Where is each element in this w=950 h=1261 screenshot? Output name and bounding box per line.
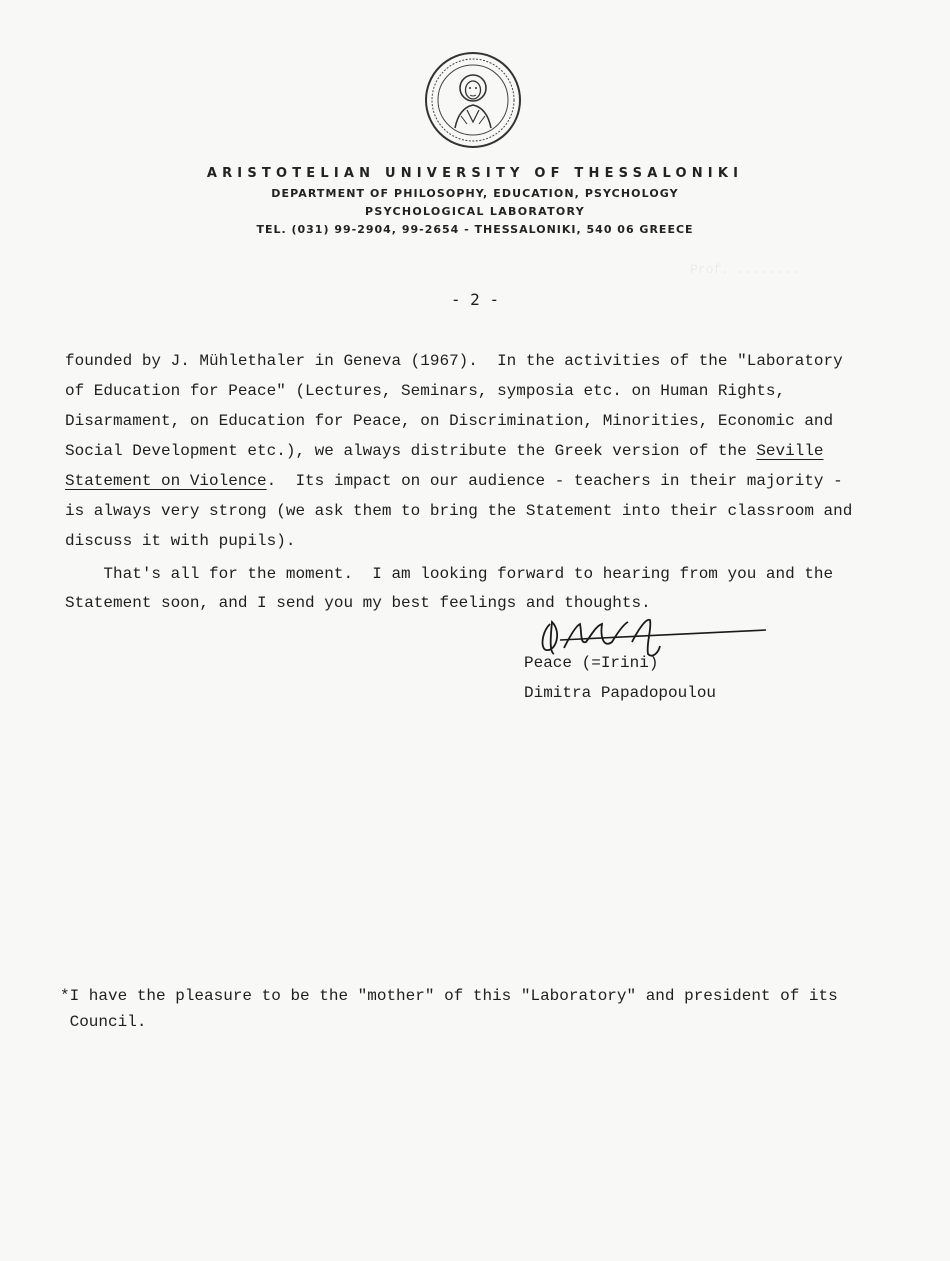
page-number: - 2 - xyxy=(450,290,500,309)
body-line: Disarmament, on Education for Peace, on Discrimination, Minorities, Economic and xyxy=(65,412,834,430)
statement-on-violence-underlined: Statement on Violence xyxy=(65,472,267,490)
footnote-line: Council. xyxy=(60,1013,147,1031)
footnote-line: *I have the pleasure to be the "mother" of this "Laboratory" and president of its xyxy=(60,987,838,1005)
body-line: is always very strong (we ask them to bring the Statement into their classroom and xyxy=(65,502,853,520)
body-line: Statement soon, and I send you my best feelings and thoughts. xyxy=(65,594,651,612)
closing-peace: Peace (=Irini) xyxy=(524,654,659,672)
body-line xyxy=(65,472,843,490)
body-line: of Education for Peace" (Lectures, Seminars, symposia etc. on Human Rights, xyxy=(65,382,786,400)
signer-name: Dimitra Papadopoulou xyxy=(524,684,717,702)
contact-line: TEL. (031) 99-2904, 99-2654 - THESSALONIKI, 540 06 GREECE xyxy=(256,223,694,236)
department-name: DEPARTMENT OF PHILOSOPHY, EDUCATION, PSYCHOLOGY xyxy=(271,187,679,200)
university-name: ARISTOTELIAN UNIVERSITY OF THESSALONIKI xyxy=(206,166,744,181)
university-seal-icon xyxy=(423,50,523,150)
bleed-through-text: Prof. ........ xyxy=(690,262,800,277)
seville-underlined: Seville xyxy=(756,442,824,460)
body-text: Social Development etc.), we always distribute the Greek version of the xyxy=(65,442,757,460)
laboratory-name: PSYCHOLOGICAL LABORATORY xyxy=(365,205,585,218)
body-line: That's all for the moment. I am looking forward to hearing from you and the xyxy=(65,565,834,583)
body-text: . Its impact on our audience - teachers in their majority - xyxy=(266,472,843,490)
body-line xyxy=(65,442,824,460)
body-line: discuss it with pupils). xyxy=(65,532,296,550)
body-line: founded by J. Mühlethaler in Geneva (1967). In the activities of the "Laboratory xyxy=(65,352,843,370)
